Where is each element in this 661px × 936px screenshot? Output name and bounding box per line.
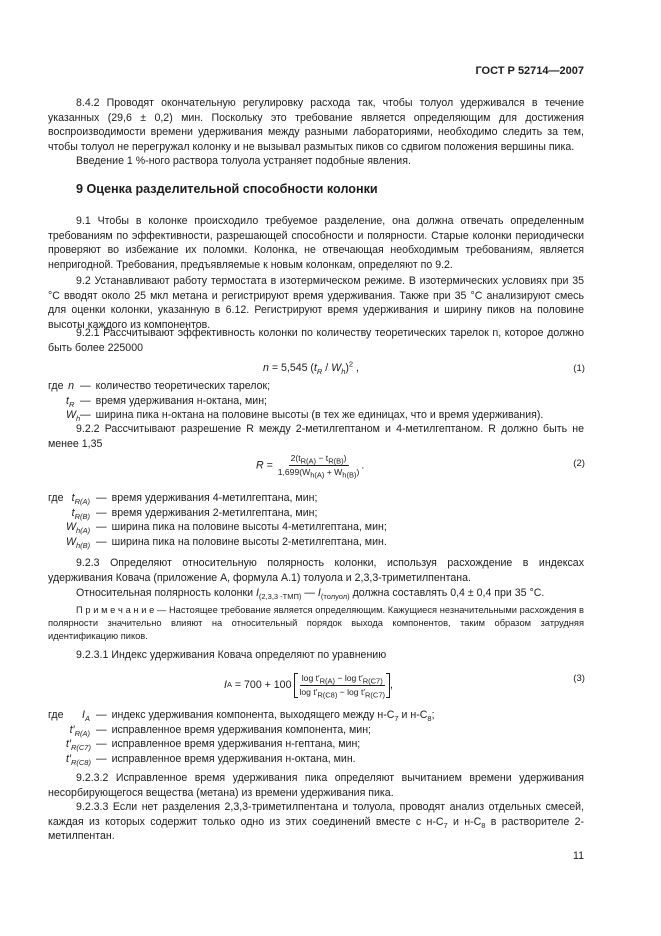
legend-2-symbol-letter: t: [71, 492, 75, 504]
legend-2-dash: —: [96, 535, 107, 548]
legend-2-text: [112, 491, 318, 506]
legend-2-text-main: ширина пика на половине высоты 4-метилгептана, мин;: [111, 521, 387, 534]
formula-2-den-s2: h(B): [342, 470, 357, 480]
legend-2-symbol-sub: h(B): [76, 540, 91, 550]
legend-3-symbol: [66, 752, 94, 767]
para-9-1: 9.1 Чтобы в колонке происходило требуемое разделение, она должна отвечать определенным требованиям по эффективности, разрешающей способности и полярности. Старые колонки периодически проверяют во избежание их поломки. Колонка, не отвечающая необходимым требованиям, является непригодной. Требования, предъявляемые к новым колонкам, определяют по 9.2.: [48, 215, 584, 271]
legend-3-symbol-sub: R(A): [74, 728, 90, 738]
legend-3-symbol-letter: I: [82, 709, 85, 721]
formula-3-i: I: [224, 678, 227, 691]
formula-1: [263, 361, 359, 376]
polarity-i2-sub: (толуол): [320, 592, 350, 602]
legend-3-text-sub: 8: [427, 714, 432, 724]
legend-3-text: [112, 752, 356, 767]
formula-3-eq: = 700 + 100: [231, 678, 292, 691]
formula-2-num-a: 2(t: [290, 453, 301, 463]
legend-1-symbol-sub: R: [68, 399, 75, 409]
legend-2-text-main: ширина пика на половине высоты 2-метилгептана, мин.: [111, 535, 387, 548]
legend-3-dash: —: [96, 723, 107, 736]
legend-2-text: [112, 535, 387, 550]
legend-3-symbol-sub: R(C7): [70, 743, 91, 753]
para-8-4-2: 8.4.2 Проводят окончательную регулировку расхода так, чтобы толуол удерживался в течение указанных (29,6 ± 0,2) мин. Поскольку это требование является определяющим для достижения воспроизводимости времени удерживания между разными лабораториями, необходимо следить за тем, чтобы толуол не перегружал колонку и не вызывал размытых пиков со сдвигом положения вершины пика.: [48, 97, 584, 153]
legend-1-text-main: время удерживания н-октана, мин;: [95, 394, 268, 407]
legend-3: [48, 708, 608, 766]
legend-3-symbol-letter: t′: [66, 752, 71, 765]
legend-2-dash: —: [96, 521, 107, 534]
legend-3-row: [48, 708, 608, 723]
legend-2-text: [112, 506, 318, 521]
formula-1-number: (1): [573, 363, 585, 374]
formula-1-t-sub: R: [316, 367, 323, 377]
legend-1-text: [96, 394, 267, 409]
legend-1-dash: —: [80, 394, 91, 407]
polarity-dash: —: [301, 587, 318, 599]
legend-2-symbol-sub: R(A): [74, 497, 90, 507]
legend-3-dash: —: [96, 752, 107, 765]
formula-1-sup: 2: [348, 359, 354, 369]
legend-2-dash: —: [96, 506, 107, 519]
legend-1-symbol-letter: W: [66, 409, 76, 422]
legend-3-text: [112, 737, 361, 752]
legend-1-dash: —: [80, 409, 91, 422]
legend-3-symbol-letter: t′: [66, 738, 71, 751]
formula-2-num-s1: R(A): [300, 456, 317, 466]
formula-3-den-b: − log t′: [337, 686, 365, 697]
legend-1-symbol: [66, 379, 78, 394]
formula-2-fraction: [276, 453, 365, 480]
polarity-i1-sub: (2,3,3 -ТМП): [258, 592, 302, 602]
legend-3-row: [48, 752, 608, 767]
formula-1-w: W: [331, 362, 342, 374]
note: П р и м е ч а н и е — Настоящее требование является определяющим. Кажущиеся незначительными расхождения в полярности значительно влияют на относительный порядок выхода компонентов, таким образом затрудняя идентификацию пиков.: [48, 605, 584, 641]
formula-2-num-s2: R(B): [328, 456, 344, 466]
legend-3-text-main: индекс удерживания компонента, выходящего между н-C: [111, 709, 395, 721]
formula-2: [256, 453, 364, 478]
legend-1-symbol-letter: t: [66, 394, 69, 407]
legend-2-symbol-letter: t: [71, 506, 75, 519]
legend-1-text: [96, 408, 544, 423]
para-9-2: 9.2 Устанавливают работу термостата в изотермическом режиме. В изотермических условиях при 35 °С вводят около 25 мкл метана и регистрируют время удерживания. Также при 35 °С анализируют смесь для оценки колонки, указанную в 6.12. Регистрируют время удерживания и ширину пиков на половине высоты каждого из компонентов.: [48, 275, 584, 331]
legend-3-symbol: [66, 723, 94, 738]
legend-3-symbol-letter: t′: [69, 723, 75, 736]
legend-2-symbol-letter: W: [66, 521, 76, 534]
formula-2-eq: =: [263, 459, 276, 472]
para-9-2-3-polarity: [48, 586, 584, 601]
legend-3-symbol: [66, 737, 94, 752]
formula-1-w-sub: h: [341, 367, 346, 377]
para-9-2-3-3-sub2: 8: [481, 820, 486, 830]
legend-3-dash: —: [96, 709, 107, 721]
para-9-2-2: 9.2.2 Рассчитывают разрешение R между 2-метилгептаном и 4-метилгептаном. R должно быть не менее 1,35: [48, 423, 584, 450]
formula-1-close: ): [345, 362, 349, 374]
polarity-tail: должна составлять 0,4 ± 0,4 при 35 °С.: [349, 587, 545, 599]
formula-2-den-close: ): [356, 467, 360, 477]
legend-3-symbol-sub: R(C8): [70, 757, 91, 767]
formula-2-den-mid: + W: [324, 467, 343, 477]
legend-2-symbol: [66, 535, 94, 550]
legend-2-row: [48, 535, 608, 550]
legend-3-row: [48, 723, 608, 738]
formula-2-den-a: 1,699(W: [277, 467, 311, 477]
legend-3-text-sub: 7: [394, 714, 399, 724]
formula-1-n: n: [263, 362, 269, 374]
polarity-lead: Относительная полярность колонки: [76, 587, 256, 599]
formula-2-r: R: [256, 459, 264, 472]
legend-1-text: [96, 379, 270, 394]
formula-3-num-b: − log t′: [335, 672, 363, 683]
polarity-i1: I: [255, 587, 259, 599]
legend-2-symbol: [66, 491, 94, 506]
formula-2-num-mid: − t: [316, 453, 329, 463]
formula-1-slash: /: [322, 362, 332, 374]
formula-3-bracket: [294, 673, 390, 698]
formula-3-tail: ,: [389, 678, 393, 691]
formula-2-den-s1: h(A): [310, 470, 325, 480]
legend-2-row: [48, 506, 608, 521]
legend-2-text-main: время удерживания 2-метилгептана, мин;: [111, 506, 318, 519]
legend-3-text-main: исправленное время удерживания компонента, мин;: [111, 723, 372, 736]
legend-3-text-main: исправленное время удерживания н-гептана, мин;: [111, 738, 361, 751]
legend-2-text: [112, 520, 387, 535]
legend-3-text: [112, 723, 371, 738]
legend-2-symbol-letter: W: [66, 535, 76, 548]
para-9-2-3: 9.2.3 Определяют относительную полярность колонки, используя расхождение в индексах удерживания Ковача (приложение А, формула А.1) толуола и 2,3,3-триметилпентана.: [48, 557, 584, 584]
polarity-i2: I: [317, 587, 321, 599]
legend-2-symbol: [66, 506, 94, 521]
para-9-2-3-3-tail: в растворителе 2-метилпентан.: [48, 815, 584, 843]
legend-3-pre: где: [48, 709, 64, 721]
legend-3-text-main: исправленное время удерживания н-октана, мин.: [111, 752, 356, 765]
legend-1-row: [48, 379, 608, 394]
legend-1-text-main: количество теоретических тарелок;: [95, 380, 271, 392]
section-9-title: 9 Оценка разделительной способности колонки: [76, 182, 378, 196]
formula-3-fraction: [297, 673, 387, 698]
legend-1-symbol: [66, 394, 78, 409]
page-number: 11: [573, 850, 584, 862]
legend-3-text: [112, 708, 435, 723]
formula-3-den-b-sub: R(C7): [364, 690, 385, 700]
legend-2-row: [48, 491, 608, 506]
legend-3-text-end: ;: [431, 709, 435, 721]
formula-3-num-a: log t′: [301, 672, 320, 683]
legend-3-symbol-sub: A: [84, 714, 90, 724]
para-9-2-3-3: [48, 800, 584, 844]
para-8-4-2-note: Введение 1 %-ного раствора толуола устраняет подобные явления.: [76, 155, 411, 167]
legend-1-row: [48, 394, 608, 409]
legend-2-dash: —: [96, 492, 107, 504]
para-9-2-3-3-lead: 9.2.3.3 Если нет разделения 2,3,3-триметилпентана и толуола, проводят анализ отдельных смесей, каждая из которых содержит только одно из этих соединений вместе с н-C: [48, 801, 584, 828]
formula-3: I A = 700 + 100 $\frac{\log t'_{R(A)} - \log t'_{R(C7)}}{\log t'_{R(C8)} - \log t'_{R(C7)}}$ ,: [224, 672, 393, 700]
formula-1-t: t: [313, 362, 317, 374]
formula-2-number: (2): [573, 458, 585, 469]
legend-2-pre: где: [48, 492, 64, 504]
para-9-2-3-3-mid: и н-C: [447, 815, 482, 828]
legend-3-row: [48, 737, 608, 752]
legend-1-text-main: ширина пика н-октана на половине высоты (в тех же единицах, что и время удерживания).: [95, 409, 544, 422]
legend-3-dash: —: [96, 738, 107, 751]
legend-2-text-main: время удерживания 4-метилгептана, мин;: [111, 492, 318, 504]
legend-1-symbol-letter: n: [68, 380, 74, 392]
legend-2-symbol: [66, 520, 94, 535]
legend-1-dash: —: [80, 380, 91, 392]
para-9-2-3-1: 9.2.3.1 Индекс удерживания Ковача определяют по уравнению: [76, 649, 387, 661]
para-9-2-3-3-sub1: 7: [443, 820, 448, 830]
legend-1-symbol: [66, 408, 81, 424]
legend-1: [48, 379, 608, 423]
legend-2-symbol-sub: h(A): [76, 526, 91, 536]
formula-2-tail: .: [361, 459, 365, 472]
para-9-2-1: 9.2.1 Рассчитывают эффективность колонки по количеству теоретических тарелок n, которое должно быть более 225000: [48, 327, 584, 354]
formula-3-num-a-sub: R(A): [319, 676, 336, 686]
legend-3-symbol: [66, 708, 94, 723]
para-9-2-3-2: 9.2.3.2 Исправленное время удерживания пика определяют вычитанием времени удерживания несорбирующегося вещества (метана) из времени удерживания пика.: [48, 772, 584, 799]
formula-3-num-b-sub: R(C7): [362, 676, 383, 686]
formula-3-den-a-sub: R(C8): [317, 690, 338, 700]
standard-header: ГОСТ Р 52714—2007: [475, 65, 584, 77]
formula-3-number: (3): [573, 673, 585, 684]
formula-1-comma: ,: [353, 362, 359, 374]
legend-3-text-mid: и н-C: [398, 709, 428, 721]
legend-2-row: [48, 520, 608, 535]
formula-2-num-close: ): [343, 453, 347, 463]
legend-1-symbol-sub: h: [76, 414, 81, 424]
legend-2-symbol-sub: R(B): [74, 511, 90, 521]
legend-1-row: [48, 408, 608, 423]
formula-1-eq: = 5,545 (: [268, 362, 314, 374]
formula-3-den-a: log t′: [299, 686, 318, 697]
legend-1-pre: где: [48, 380, 64, 392]
legend-2: [48, 491, 608, 549]
